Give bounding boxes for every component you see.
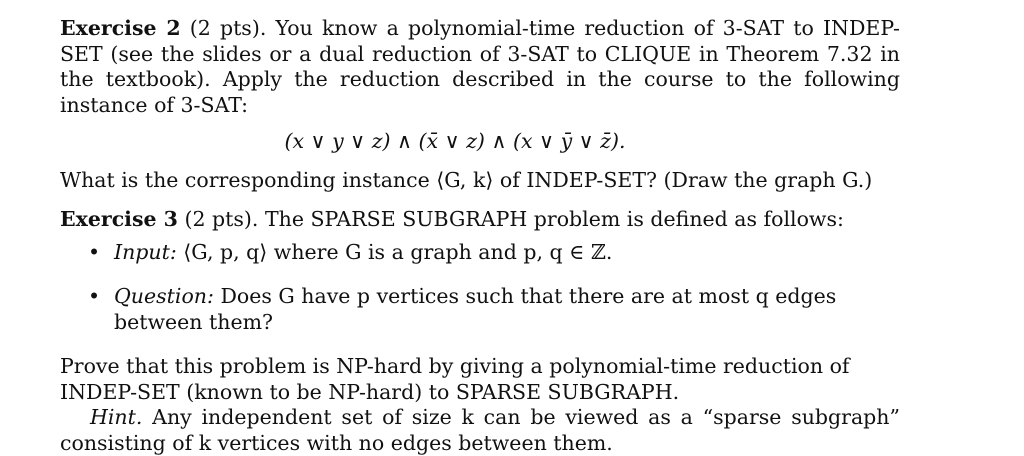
bullet-icon: •	[88, 239, 101, 264]
exercise-2-points: (2 pts).	[189, 16, 267, 40]
list-item-input	[60, 240, 900, 266]
problem-definition-list	[60, 240, 900, 336]
sat-formula: (x ∨ y ∨ z) ∧ (x̄ ∨ z) ∧ (x ∨ ȳ ∨ z̄).	[284, 129, 626, 153]
exercise-3-hint	[60, 405, 900, 456]
bullet-icon: •	[88, 284, 101, 308]
exercise-3-heading: Exercise 3	[60, 207, 178, 231]
hint-text: Any independent set of size k can be viewed as a “sparse subgraph” consisting of k vertices with no edges between them.	[60, 405, 900, 455]
input-text: ⟨G, p, q⟩ where G is a graph and p, q ∈ ℤ.	[176, 239, 613, 264]
question-text: Does G have p vertices such that there are at most q edges between them?	[114, 284, 837, 334]
question-label: Question:	[114, 284, 214, 308]
exercise-2-heading: Exercise 2	[60, 16, 181, 40]
exercise-3-prove: Prove that this problem is NP-hard by giving a polynomial-time reduction of INDEP-SET (known to be NP-hard) to SPARSE SUBGRAPH.	[60, 354, 850, 404]
exercise-2	[60, 16, 900, 193]
input-label: Input:	[114, 239, 177, 264]
exercise-3-intro-text: The SPARSE SUBGRAPH problem is defined as follows:	[258, 207, 844, 231]
exercise-2-statement	[60, 16, 900, 118]
exercise-2-text: You know a polynomial-time reduction of 3-SAT to INDEP-SET (see the slides or a dual reduction of 3-SAT to CLIQUE in Theorem 7.32 in the textbook). Apply the reduction described in the course to the following instance of 3-SAT:	[60, 16, 900, 117]
list-item-question	[60, 284, 900, 335]
exercise-3-intro	[60, 207, 900, 233]
hint-label: Hint.	[90, 405, 143, 429]
exercise-2-question: What is the corresponding instance ⟨G, k⟩ of INDEP-SET? (Draw the graph G.)	[60, 167, 873, 192]
exercise-3-points: (2 pts).	[184, 207, 259, 231]
exercise-3	[60, 207, 900, 456]
